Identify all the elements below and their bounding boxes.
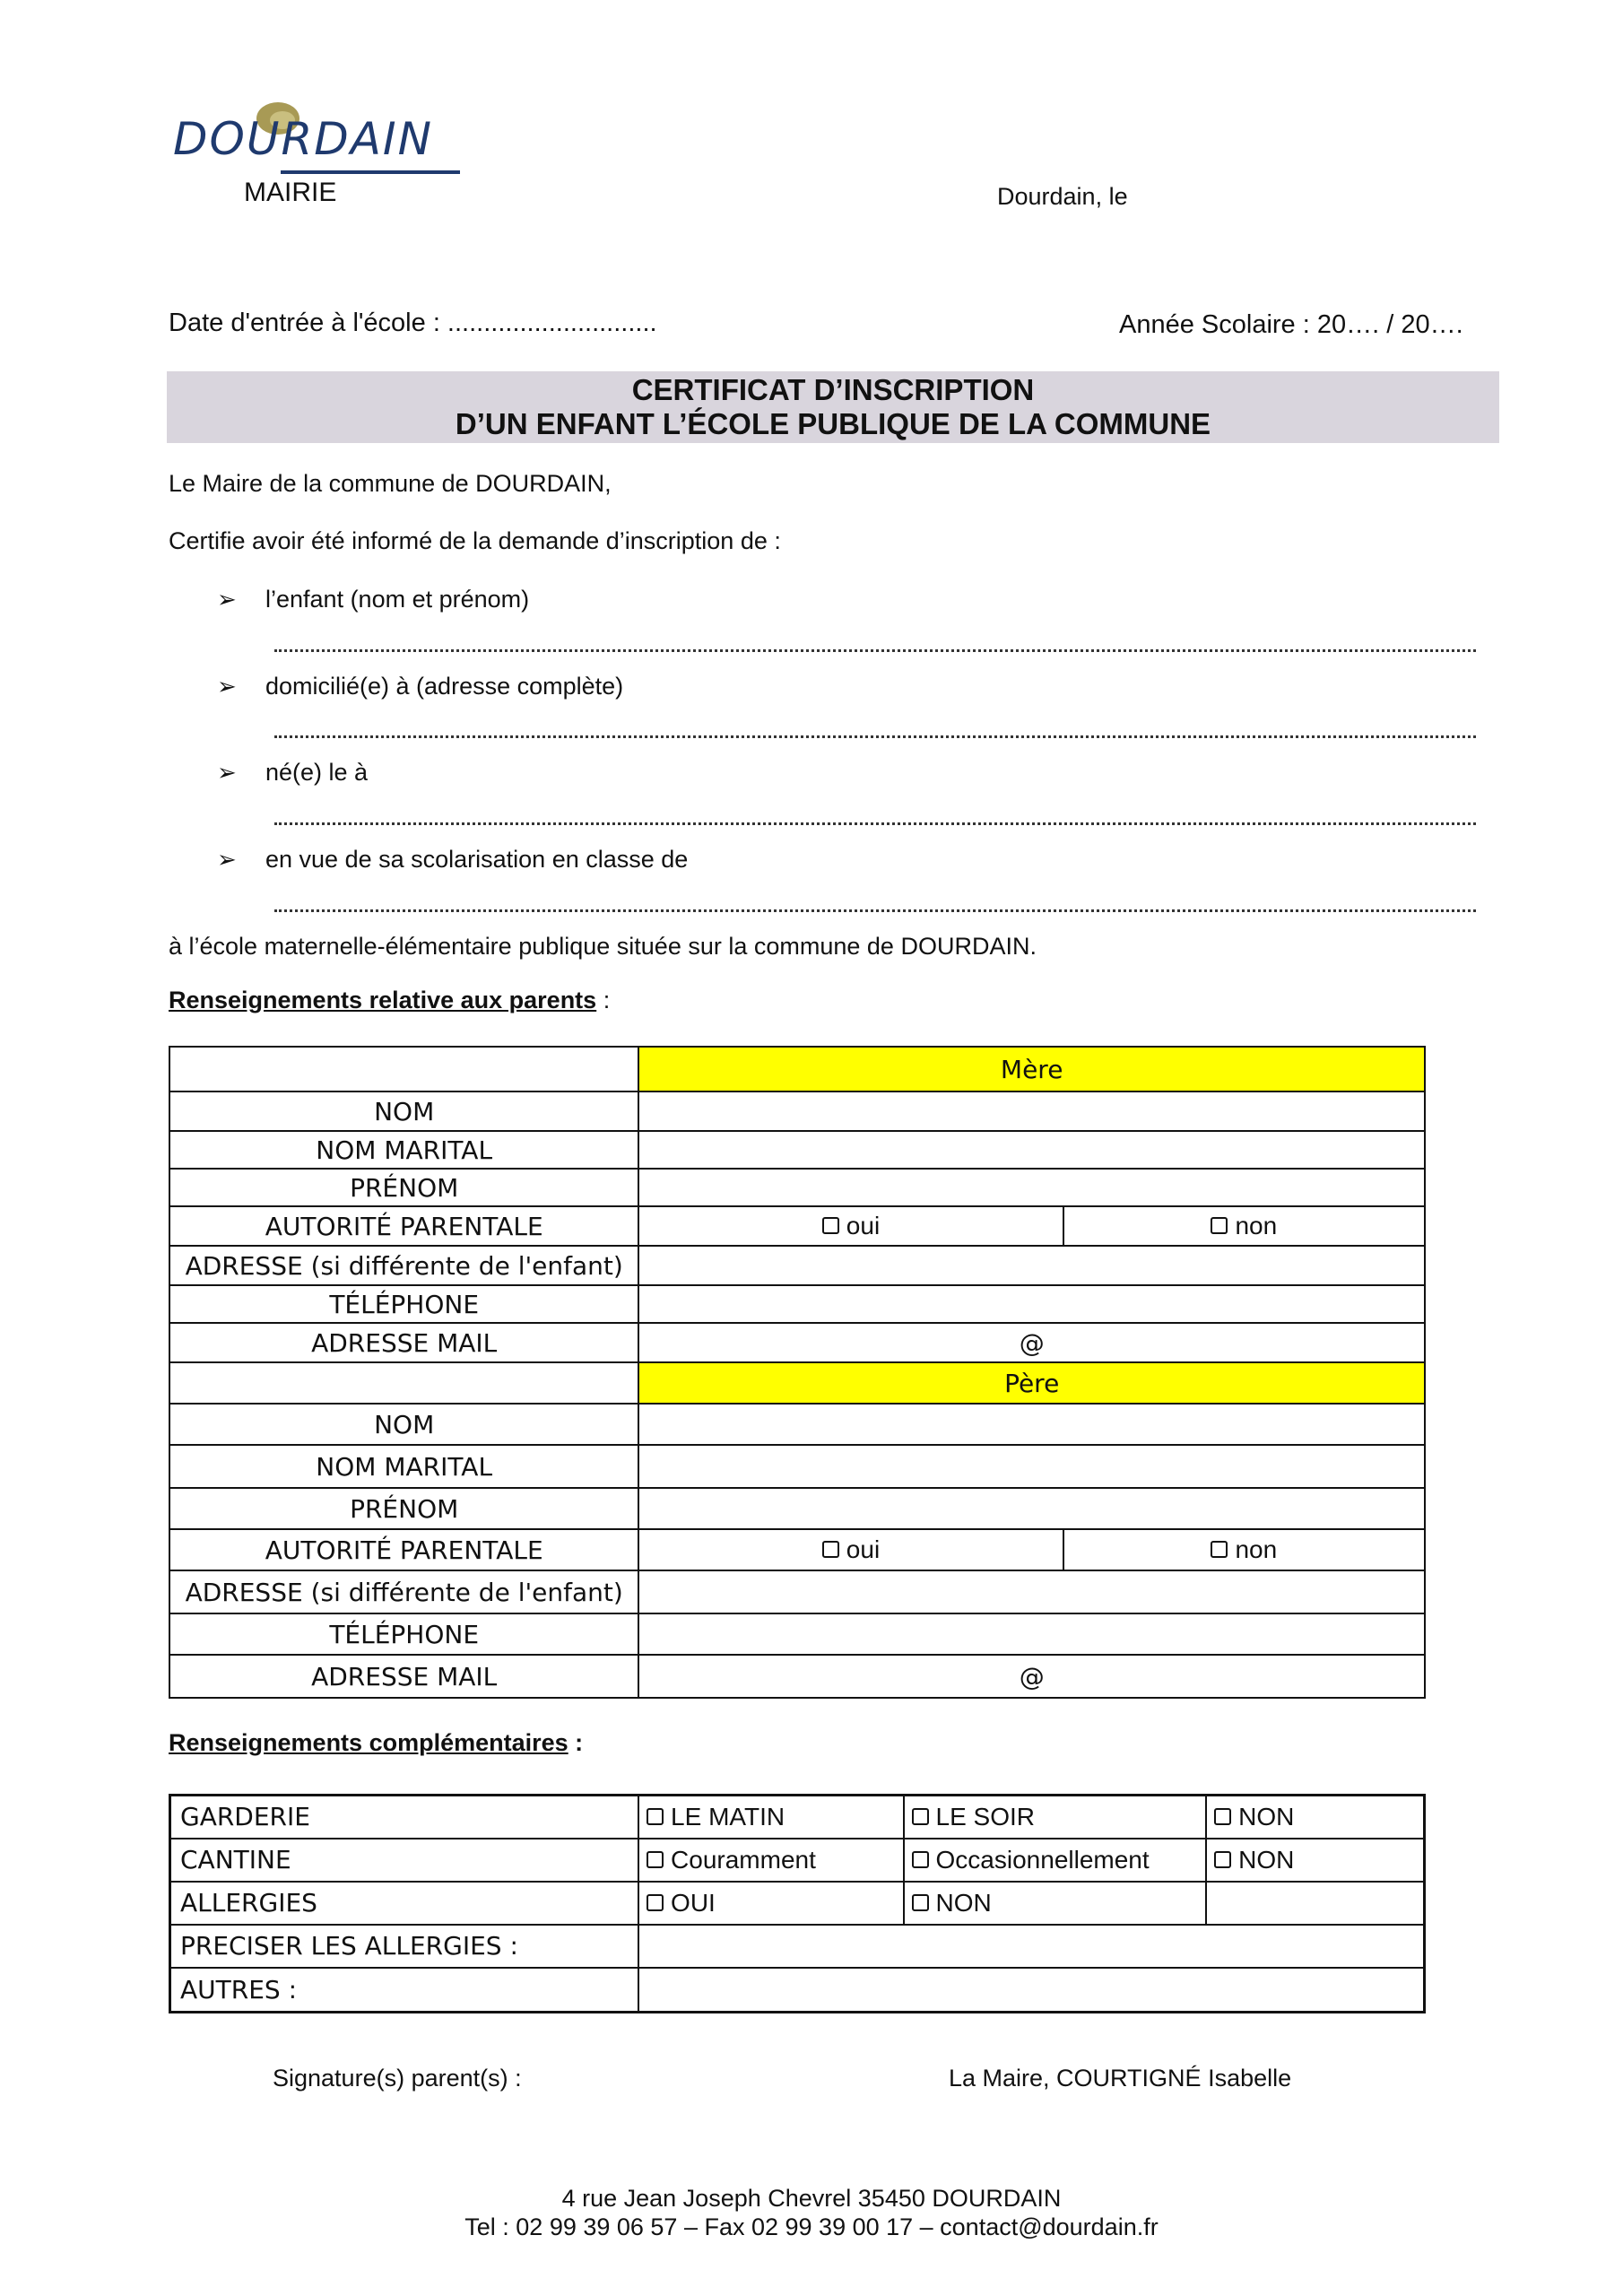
autres-label: AUTRES : [170, 1968, 639, 2013]
checkbox-icon[interactable] [1211, 1217, 1228, 1234]
occasionnellement-label: Occasionnellement [935, 1845, 1150, 1874]
non-label: NON [1238, 1802, 1295, 1831]
parents-heading [169, 987, 610, 1014]
father-adresse-input[interactable] [638, 1570, 1425, 1613]
non-label: non [1235, 1212, 1278, 1239]
autres-input[interactable] [638, 1968, 1424, 2013]
logo-text: DOURDAIN [173, 113, 434, 165]
checkbox-icon[interactable] [912, 1808, 929, 1825]
row-label-nom-marital: NOM MARITAL [169, 1131, 638, 1169]
checkbox-icon[interactable] [912, 1894, 929, 1911]
row-label-telephone: TÉLÉPHONE [169, 1613, 638, 1655]
mother-adresse-input[interactable] [638, 1246, 1425, 1285]
certify-text: Certifie avoir été informé de la demande d’inscription de : [169, 527, 781, 554]
title-line-2: D’UN ENFANT L’ÉCOLE PUBLIQUE DE LA COMMUNE [455, 407, 1211, 440]
footer-address: 4 rue Jean Joseph Chevrel 35450 DOURDAIN [561, 2185, 1062, 2212]
row-label-autorite: AUTORITÉ PARENTALE [169, 1206, 638, 1246]
row-label-telephone: TÉLÉPHONE [169, 1285, 638, 1323]
row-label-adresse: ADRESSE (si différente de l'enfant) [169, 1570, 638, 1613]
father-nom-marital-input[interactable] [638, 1445, 1425, 1488]
cantine-label: CANTINE [170, 1839, 639, 1882]
logo-underline [281, 170, 460, 174]
le-matin-label: LE MATIN [671, 1802, 785, 1831]
cantine-non[interactable] [1206, 1839, 1424, 1882]
mother-prenom-input[interactable] [638, 1169, 1425, 1206]
father-mail-input[interactable] [638, 1655, 1425, 1698]
complementary-heading-text: Renseignements complémentaires [169, 1729, 568, 1756]
row-label-nom: NOM [169, 1404, 638, 1445]
footer-contact: Tel : 02 99 39 06 57 – Fax 02 99 39 00 17 – contact@dourdain.fr [464, 2213, 1159, 2240]
allergies-non[interactable] [904, 1882, 1207, 1925]
school-year-field[interactable]: Année Scolaire : 20…. / 20…. [1119, 310, 1463, 339]
at-symbol: @ [1019, 1327, 1045, 1358]
mother-telephone-input[interactable] [638, 1285, 1425, 1323]
arrow-icon: ➢ [217, 673, 237, 700]
checkbox-icon[interactable] [1214, 1851, 1231, 1868]
certificate-title [167, 371, 1499, 443]
preciser-allergies-input[interactable] [638, 1925, 1424, 1968]
checkbox-icon[interactable] [912, 1851, 929, 1868]
school-text: à l’école maternelle-élémentaire publique située sur la commune de DOURDAIN. [169, 933, 1037, 960]
child-name-line[interactable] [274, 649, 1476, 652]
non-label: NON [1238, 1845, 1295, 1874]
garderie-label: GARDERIE [170, 1796, 639, 1839]
at-symbol: @ [1019, 1661, 1045, 1692]
checkbox-icon[interactable] [647, 1851, 664, 1868]
preciser-allergies-label: PRECISER LES ALLERGIES : [170, 1925, 639, 1968]
parents-heading-suffix: : [596, 987, 611, 1013]
cantine-couramment[interactable] [638, 1839, 903, 1882]
empty-cell [169, 1362, 638, 1404]
row-label-adresse: ADRESSE (si différente de l'enfant) [169, 1246, 638, 1285]
checkbox-icon[interactable] [1211, 1541, 1228, 1558]
row-label-prenom: PRÉNOM [169, 1488, 638, 1529]
oui-label: oui [846, 1212, 881, 1239]
father-header: Père [638, 1362, 1425, 1404]
mother-mail-input[interactable] [638, 1323, 1425, 1362]
garderie-matin[interactable] [638, 1796, 903, 1839]
mother-nom-marital-input[interactable] [638, 1131, 1425, 1169]
row-label-prenom: PRÉNOM [169, 1169, 638, 1206]
row-label-nom-marital: NOM MARITAL [169, 1445, 638, 1488]
oui-label: OUI [671, 1888, 716, 1917]
row-label-mail: ADRESSE MAIL [169, 1323, 638, 1362]
entry-date-field[interactable]: Date d'entrée à l'école : ............................. [169, 309, 657, 337]
mother-header: Mère [638, 1047, 1425, 1091]
cantine-occasionnellement[interactable] [904, 1839, 1207, 1882]
birth-line[interactable] [274, 822, 1476, 825]
mairie-label: MAIRIE [244, 178, 337, 207]
place-date: Dourdain, le [997, 183, 1128, 210]
father-telephone-input[interactable] [638, 1613, 1425, 1655]
arrow-icon: ➢ [217, 846, 237, 873]
arrow-icon: ➢ [217, 586, 237, 613]
mother-autorite-oui[interactable] [638, 1206, 1063, 1246]
father-prenom-input[interactable] [638, 1488, 1425, 1529]
logo [173, 106, 469, 178]
class-line[interactable] [274, 909, 1476, 912]
complementary-heading [169, 1729, 583, 1757]
empty-cell [1206, 1882, 1424, 1925]
father-autorite-non[interactable] [1063, 1529, 1425, 1570]
mother-autorite-non[interactable] [1063, 1206, 1425, 1246]
allergies-oui[interactable] [638, 1882, 903, 1925]
checkbox-icon[interactable] [1214, 1808, 1231, 1825]
oui-label: oui [846, 1535, 881, 1563]
address-label: domicilié(e) à (adresse complète) [265, 673, 624, 700]
arrow-icon: ➢ [217, 759, 237, 786]
garderie-soir[interactable] [904, 1796, 1207, 1839]
le-soir-label: LE SOIR [935, 1802, 1036, 1831]
checkbox-icon[interactable] [647, 1894, 664, 1911]
checkbox-icon[interactable] [647, 1808, 664, 1825]
intro-text: Le Maire de la commune de DOURDAIN, [169, 470, 612, 497]
title-line-1: CERTIFICAT D’INSCRIPTION [631, 373, 1035, 406]
checkbox-icon[interactable] [822, 1217, 839, 1234]
address-line[interactable] [274, 735, 1476, 738]
row-label-nom: NOM [169, 1091, 638, 1131]
row-label-autorite: AUTORITÉ PARENTALE [169, 1529, 638, 1570]
parents-heading-text: Renseignements relative aux parents [169, 987, 597, 1013]
birth-label: né(e) le à [265, 759, 369, 786]
non-label: NON [935, 1888, 992, 1917]
checkbox-icon[interactable] [822, 1541, 839, 1558]
maire-signature-label: La Maire, COURTIGNÉ Isabelle [949, 2065, 1292, 2092]
mother-nom-input[interactable] [638, 1091, 1425, 1131]
garderie-non[interactable] [1206, 1796, 1424, 1839]
class-label: en vue de sa scolarisation en classe de [265, 846, 689, 873]
row-label-mail: ADRESSE MAIL [169, 1655, 638, 1698]
child-name-label: l’enfant (nom et prénom) [265, 586, 530, 613]
complementary-heading-suffix: : [568, 1729, 584, 1756]
parents-signature-label: Signature(s) parent(s) : [273, 2065, 522, 2092]
complementary-table [169, 1794, 1426, 2013]
couramment-label: Couramment [671, 1845, 816, 1874]
empty-cell [169, 1047, 638, 1091]
non-label: non [1235, 1535, 1278, 1563]
father-nom-input[interactable] [638, 1404, 1425, 1445]
allergies-label: ALLERGIES [170, 1882, 639, 1925]
parents-table [169, 1046, 1426, 1699]
father-autorite-oui[interactable] [638, 1529, 1063, 1570]
